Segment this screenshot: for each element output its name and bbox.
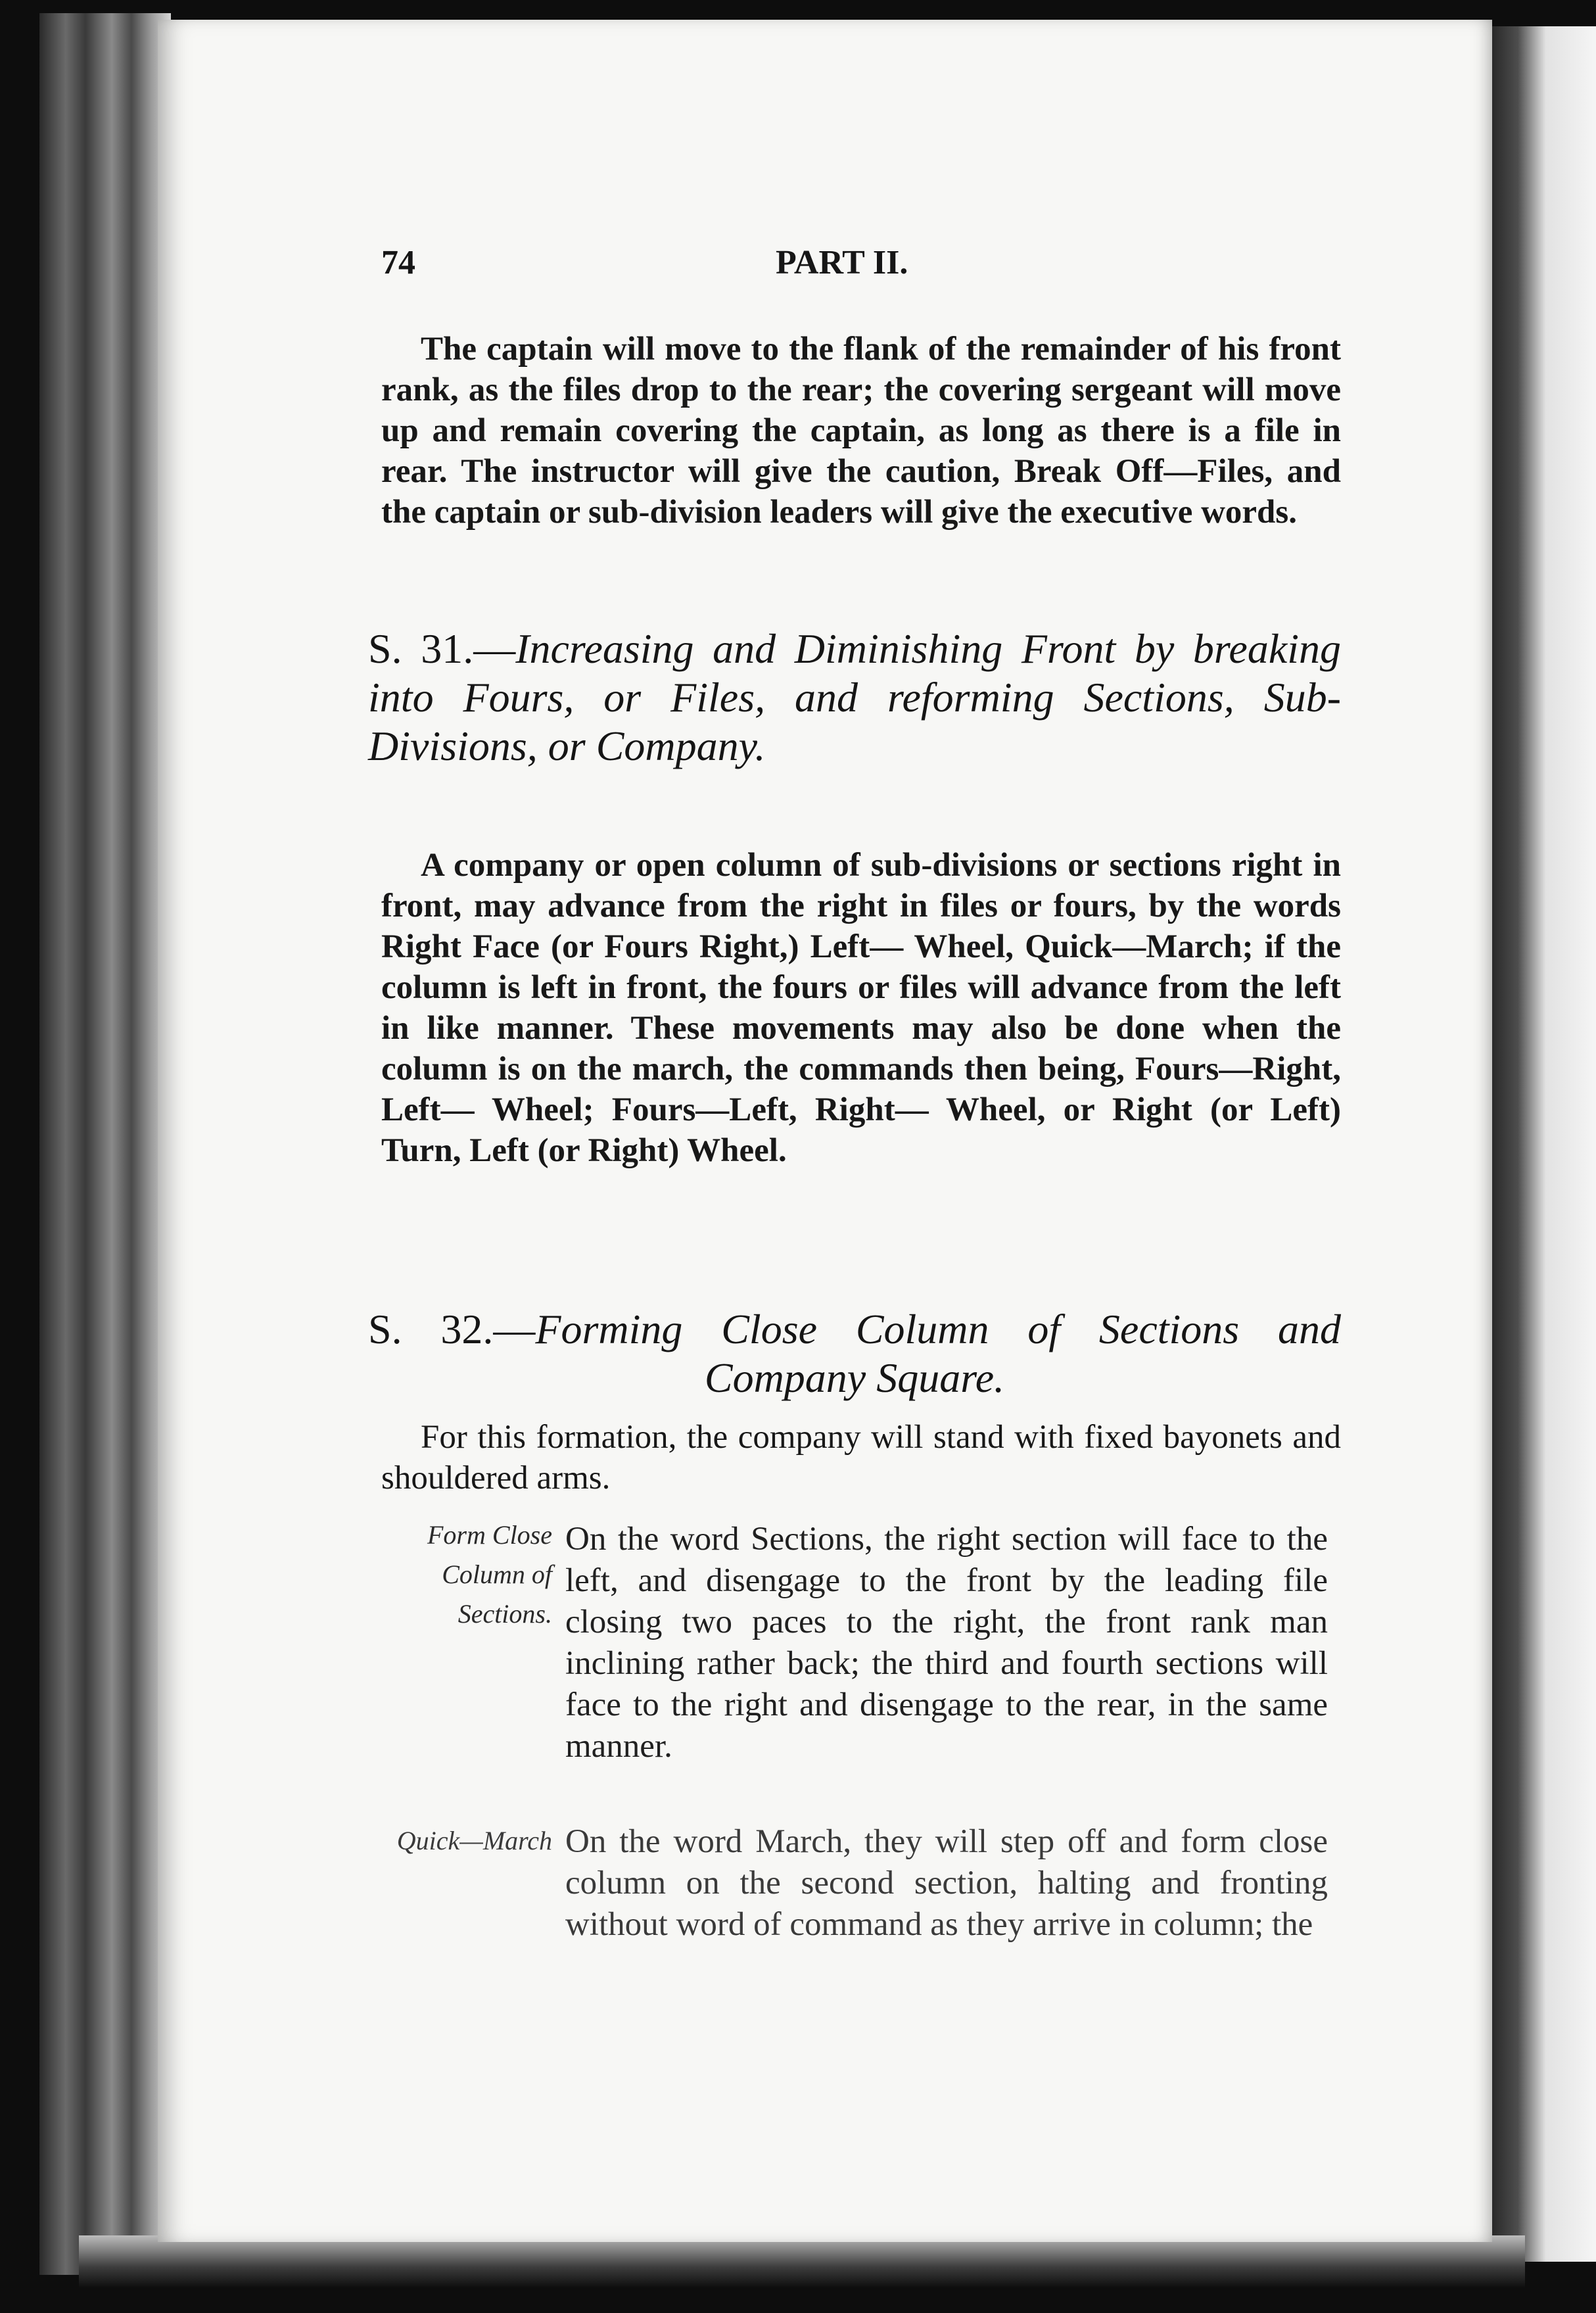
sidenote-quick-march: Quick—March bbox=[396, 1826, 552, 1855]
paragraph-section-32-intro: For this formation, the company will stand with fixed bayonets and shouldered arms. bbox=[381, 1419, 1341, 1496]
facing-page-edge bbox=[1484, 26, 1596, 2262]
paragraph-captain-flank: The captain will move to the flank of the remainder of his front rank, as the files drop to the rear; the covering sergeant will move up and remain covering the captain, as long as there is a file in rear. The instructor will give the caution, Break Off—Files, and the captain or sub-division leaders will give the executive words. bbox=[381, 331, 1341, 531]
running-head: PART II. bbox=[776, 244, 908, 281]
section-32-title: Forming Close Column of Sections and Company Square. bbox=[535, 1306, 1341, 1401]
bottom-page-edge bbox=[79, 2235, 1525, 2288]
binding-edge bbox=[39, 13, 171, 2275]
paragraph-sections-word: On the word Sections, the right section will face to the left, and disengage to the front by the leading file closing two paces to the right, the front rank man inclining rather back; the third and fourth sections will face to the right and disengage to the rear, in the same manner. bbox=[565, 1521, 1328, 1765]
section-31-heading bbox=[368, 625, 1341, 771]
sidenote-form-close-column: Form Close Column of Sections. bbox=[427, 1520, 552, 1629]
paragraph-section-31: A company or open column of sub-divisions or sections right in front, may advance from the right in files or fours, by the words Right Face (or Fours Right,) Left— Wheel, Quick—March; if the column is left in front, the fours or files will advance from the left in like manner. These movements may also be done when the column is on the march, the commands then being, Fours—Right, Left— Wheel; Fours—Left, Right— Wheel, or Right (or Left) Turn, Left (or Right) Wheel. bbox=[381, 847, 1341, 1169]
section-31-number: S. 31.— bbox=[368, 625, 516, 672]
page-number: 74 bbox=[381, 244, 415, 281]
section-32-number: S. 32.— bbox=[368, 1306, 536, 1352]
section-32-heading bbox=[368, 1305, 1341, 1402]
section-31-title: Increasing and Diminishing Front by breaking into Fours, or Files, and reforming Sections, Sub-Divisions, or Company. bbox=[368, 625, 1341, 769]
page-header bbox=[381, 243, 1341, 296]
paragraph-march-word: On the word March, they will step off and form close column on the second section, halting and fronting without word of command as they arrive in column; the bbox=[565, 1823, 1328, 1943]
